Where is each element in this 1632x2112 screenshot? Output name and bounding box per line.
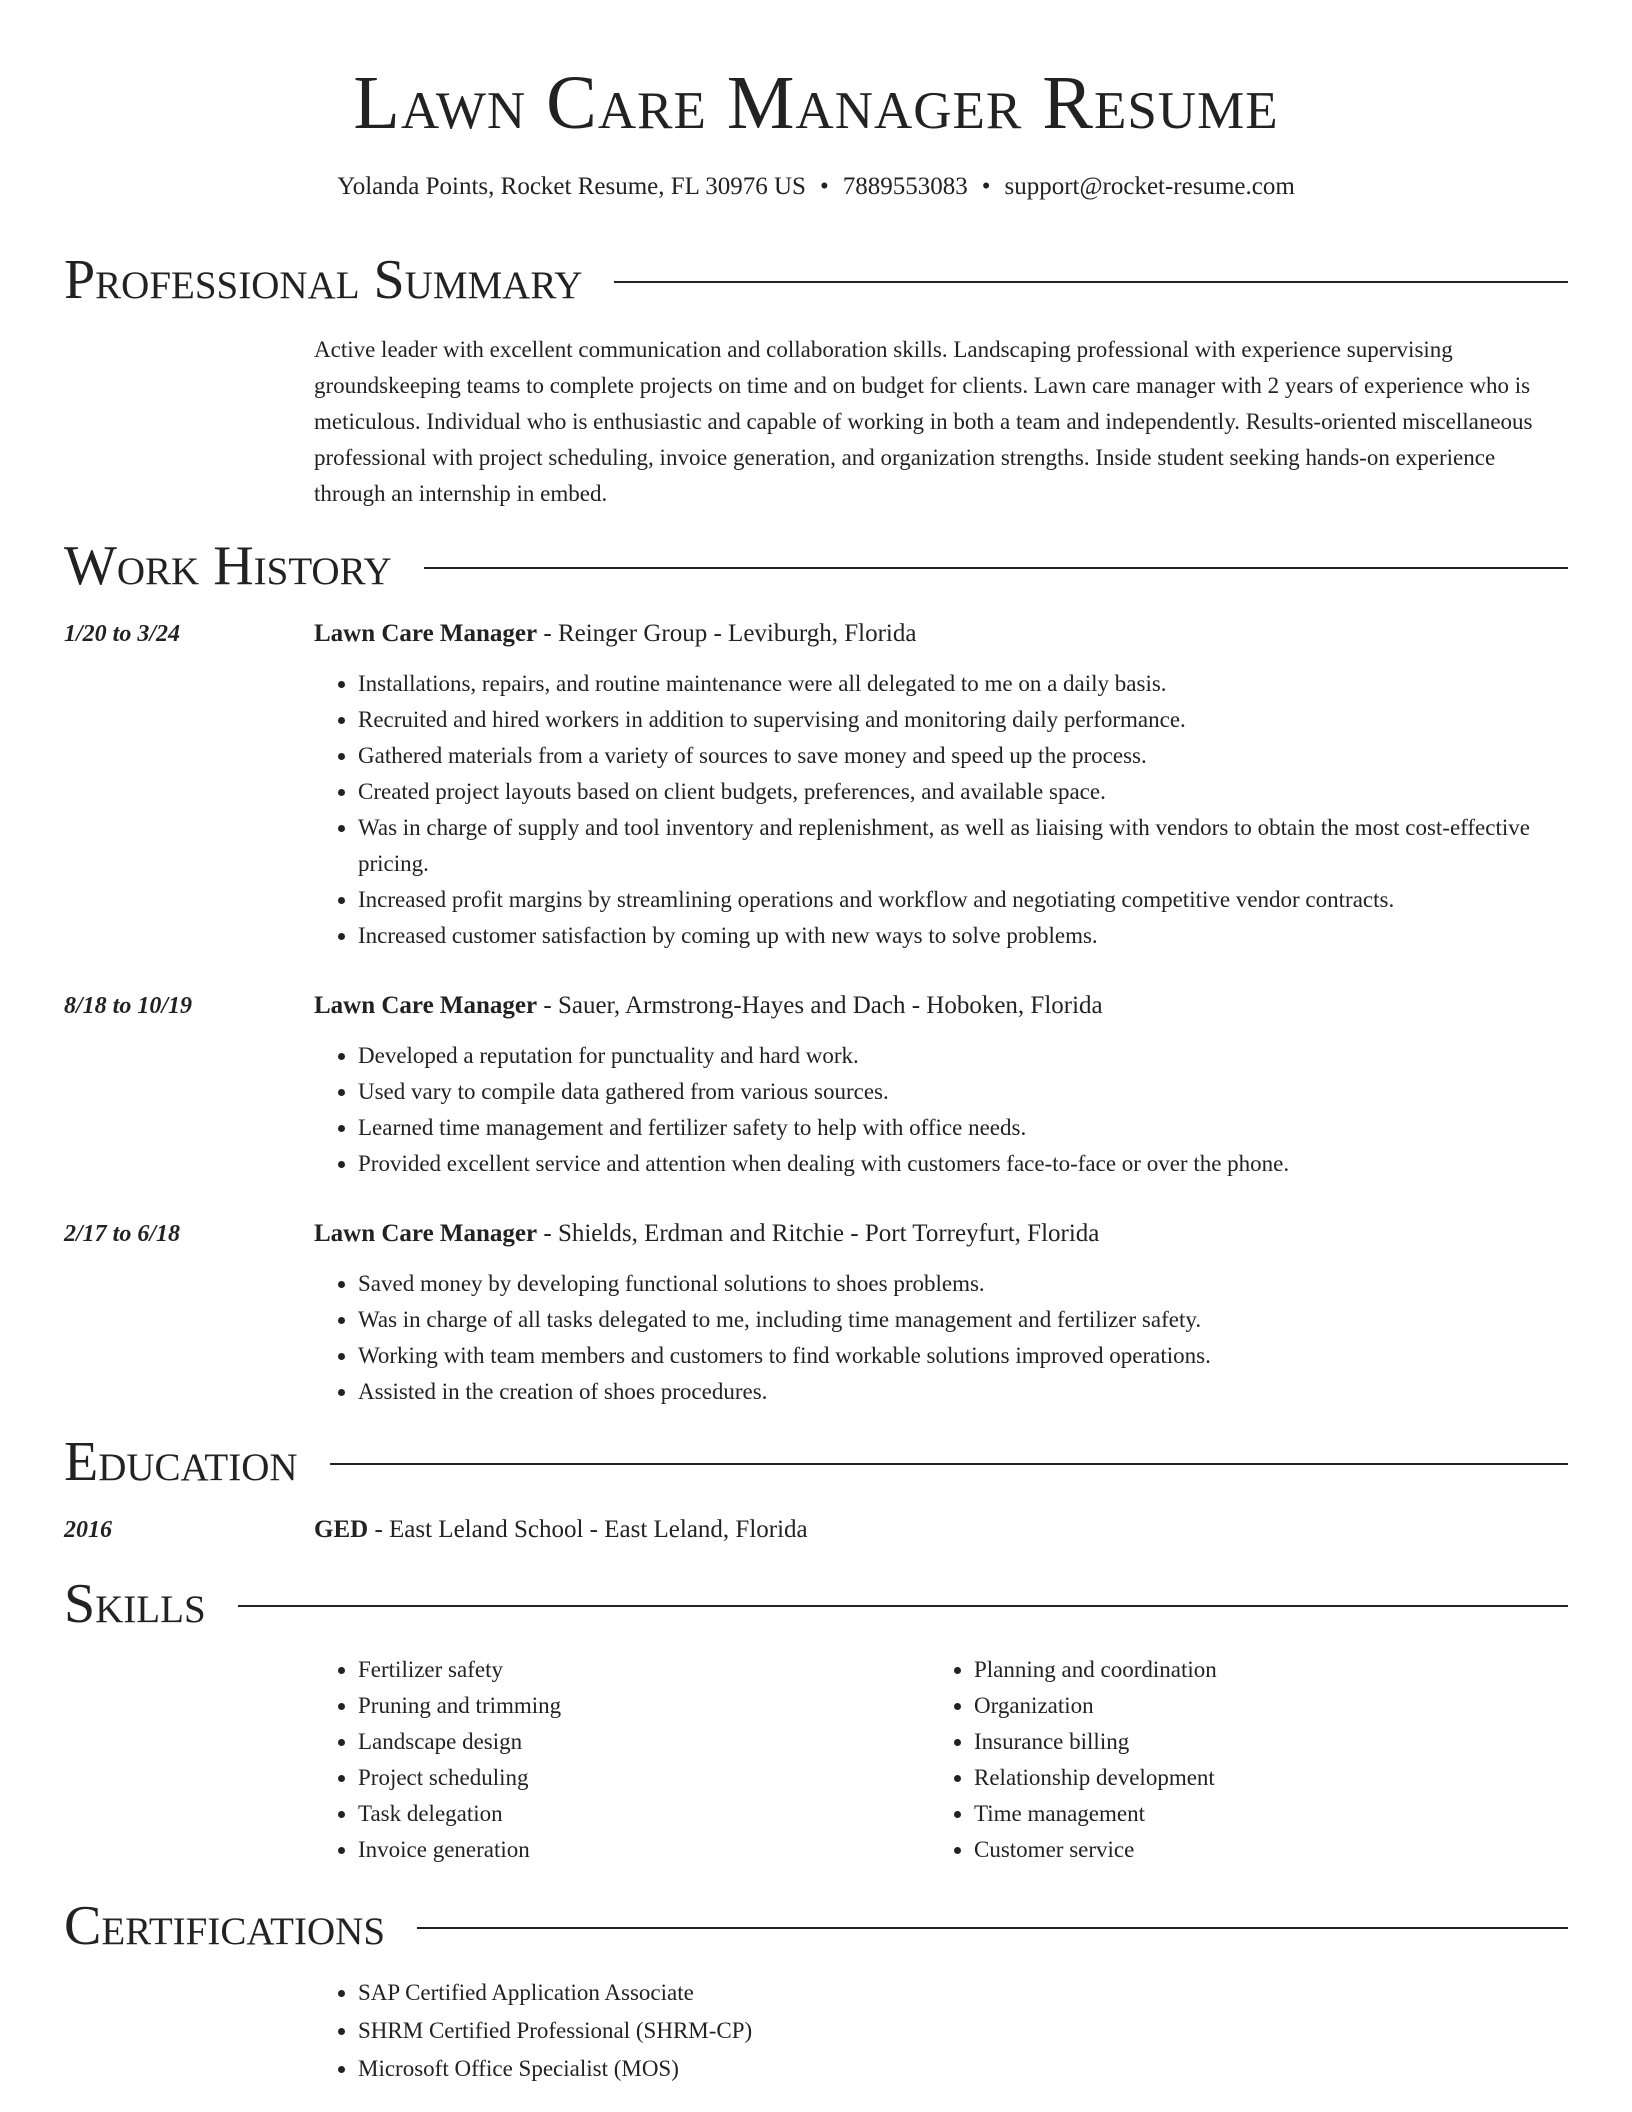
skills-column-right — [930, 1652, 1546, 1868]
section-divider — [424, 567, 1568, 569]
skill-item: • Task delegation — [358, 1796, 930, 1832]
education-year: 2016 — [64, 1517, 112, 1543]
section-title-summary: Professional Summary — [64, 249, 583, 311]
list-item: • Working with team members and customers to find workable solutions improved operations. — [358, 1338, 1568, 1374]
job-dates: 2/17 to 6/18 — [64, 1221, 181, 1247]
job-dates: 1/20 to 3/24 — [64, 621, 181, 647]
section-divider — [614, 281, 1568, 283]
education-heading — [314, 1512, 1568, 1548]
list-item: • Developed a reputation for punctuality and hard work. — [358, 1038, 1568, 1074]
job-title: Lawn Care Manager — [314, 992, 538, 1019]
contact-email: support@rocket-resume.com — [1004, 173, 1295, 200]
section-header-work — [64, 534, 1568, 598]
job-entry — [64, 616, 1568, 954]
education-entry — [64, 1512, 1568, 1548]
job-heading — [314, 1216, 1568, 1252]
job-title: Lawn Care Manager — [314, 1220, 538, 1247]
skill-item: • Pruning and trimming — [358, 1688, 930, 1724]
section-title-education: Education — [64, 1431, 298, 1493]
job-heading — [314, 988, 1568, 1024]
skills-column-left — [314, 1652, 930, 1868]
page-title: Lawn Care Manager Resume — [353, 61, 1279, 145]
list-item: • Saved money by developing functional solutions to shoes problems. — [358, 1266, 1568, 1302]
job-entry — [64, 1216, 1568, 1410]
contact-separator: • — [981, 173, 991, 200]
job-bullets — [314, 1038, 1568, 1182]
section-title-certifications: Certifications — [64, 1895, 386, 1957]
skill-item: • Organization — [974, 1688, 1546, 1724]
section-title-work: Work History — [64, 535, 392, 597]
list-item: • Installations, repairs, and routine maintenance were all delegated to me on a daily basis. — [358, 666, 1568, 702]
list-item: • Provided excellent service and attention when dealing with customers face-to-face or over the phone. — [358, 1146, 1568, 1182]
section-header-summary — [64, 248, 1568, 312]
list-item: • Was in charge of all tasks delegated to me, including time management and fertilizer safety. — [358, 1302, 1568, 1338]
job-employer: - Reinger Group - Leviburgh, Florida — [537, 620, 917, 647]
skill-item: • Planning and coordination — [974, 1652, 1546, 1688]
contact-phone: 7889553083 — [842, 173, 968, 200]
education-degree: GED — [314, 1516, 369, 1543]
section-header-certifications — [64, 1894, 1568, 1958]
education-school: - East Leland School - East Leland, Florida — [368, 1516, 808, 1543]
section-header-education — [64, 1430, 1568, 1494]
list-item: • Increased customer satisfaction by coming up with new ways to solve problems. — [358, 918, 1568, 954]
section-divider — [330, 1463, 1568, 1465]
skill-item: • Invoice generation — [358, 1832, 930, 1868]
skills-grid — [314, 1652, 1568, 1868]
list-item: • Was in charge of supply and tool inventory and replenishment, as well as liaising with vendors to obtain the most cost-effective pricing. — [358, 810, 1568, 882]
contact-address: Yolanda Points, Rocket Resume, FL 30976 US — [337, 173, 806, 200]
certification-item: • SHRM Certified Professional (SHRM-CP) — [358, 2012, 1568, 2050]
list-item: • Gathered materials from a variety of sources to save money and speed up the process. — [358, 738, 1568, 774]
job-employer: - Shields, Erdman and Ritchie - Port Torreyfurt, Florida — [537, 1220, 1100, 1247]
list-item: • Learned time management and fertilizer safety to help with office needs. — [358, 1110, 1568, 1146]
skill-item: • Project scheduling — [358, 1760, 930, 1796]
skill-item: • Relationship development — [974, 1760, 1546, 1796]
summary-text: Active leader with excellent communication and collaboration skills. Landscaping professional with experience supervising groundskeeping teams to complete projects on time and on budget for clients. Lawn care manager with 2 years of experience who is meticulous. Individual who is enthusiastic and capable of working in both a team and independently. Results-oriented miscellaneous professional with project scheduling, invoice generation, and organization strengths. Inside student seeking hands-on experience through an internship in embed. — [314, 337, 1533, 506]
list-item: • Assisted in the creation of shoes procedures. — [358, 1374, 1568, 1410]
contact-line — [64, 170, 1568, 204]
section-header-skills — [64, 1572, 1568, 1636]
job-bullets — [314, 666, 1568, 954]
list-item: • Recruited and hired workers in addition to supervising and monitoring daily performance. — [358, 702, 1568, 738]
contact-separator: • — [819, 173, 829, 200]
certifications-list — [314, 1974, 1568, 2088]
list-item: • Increased profit margins by streamlining operations and workflow and negotiating competitive vendor contracts. — [358, 882, 1568, 918]
skill-item: • Landscape design — [358, 1724, 930, 1760]
job-entry — [64, 988, 1568, 1182]
list-item: • Used vary to compile data gathered from various sources. — [358, 1074, 1568, 1110]
work-history-list — [64, 616, 1568, 1410]
skill-item: • Fertilizer safety — [358, 1652, 930, 1688]
job-bullets — [314, 1266, 1568, 1410]
section-divider — [238, 1605, 1568, 1607]
certification-item: • Microsoft Office Specialist (MOS) — [358, 2050, 1568, 2088]
skill-item: • Insurance billing — [974, 1724, 1546, 1760]
job-heading — [314, 616, 1568, 652]
job-dates: 8/18 to 10/19 — [64, 993, 193, 1019]
list-item: • Created project layouts based on client budgets, preferences, and available space. — [358, 774, 1568, 810]
section-divider — [417, 1927, 1568, 1929]
certification-item: • SAP Certified Application Associate — [358, 1974, 1568, 2012]
job-employer: - Sauer, Armstrong-Hayes and Dach - Hoboken, Florida — [537, 992, 1103, 1019]
skill-item: • Time management — [974, 1796, 1546, 1832]
skill-item: • Customer service — [974, 1832, 1546, 1868]
job-title: Lawn Care Manager — [314, 620, 538, 647]
section-title-skills: Skills — [64, 1573, 206, 1635]
